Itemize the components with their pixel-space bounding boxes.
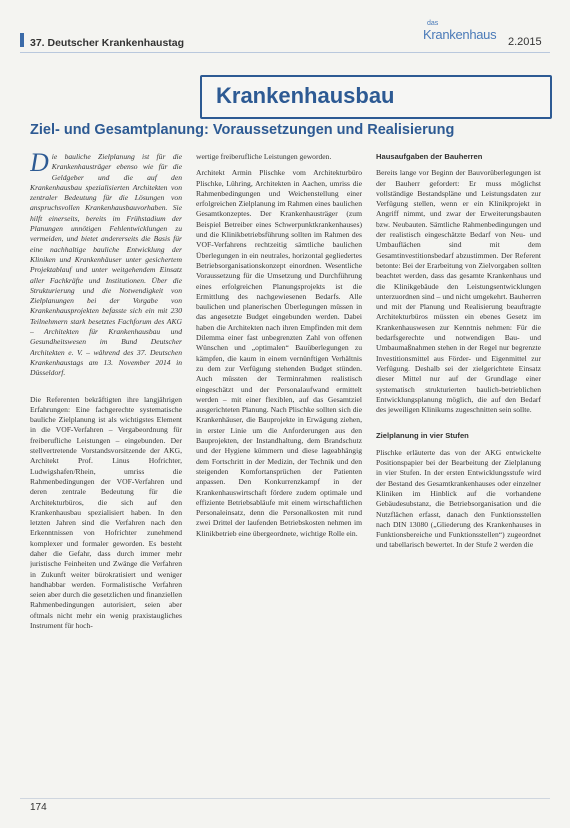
- body-paragraph: Plischke erläuterte das von der AKG entwickelte Positionspapier bei der Bearbeitung der Zielplanung in vier Stufen. In der ersten Entwicklungsstufe wird der Bestand des Gesamtkrankenhauses oder einzelner Kliniken im Hinblick auf die vorhandene Gebäudesubstanz, die Betriebsorganisation und die Nutzflächen erfasst, danach den Funktionsstellen nach DIN 13080 („Gliederung des Krankenhauses in Funktionsbereiche und Funktionsstellen“) zugeordnet und tabellarisch bewertet. In der Stufe 2 werden die: [376, 447, 541, 550]
- running-title: 37. Deutscher Krankenhaustag: [30, 37, 185, 49]
- logo-main-text: Krankenhaus: [423, 27, 497, 42]
- lead-paragraph: [30, 152, 182, 379]
- text-column-1: [30, 152, 182, 802]
- subheading: Zielplanung in vier Stufen: [376, 431, 469, 441]
- magazine-logo: [423, 20, 497, 48]
- section-banner: [200, 75, 552, 119]
- text-column-2: [196, 152, 362, 802]
- article-headline: Ziel- und Gesamtplanung: Voraussetzungen und Realisierung: [30, 122, 455, 138]
- section-title: Krankenhausbau: [216, 83, 395, 108]
- body-paragraph: Die Referenten bekräftigten ihre langjährigen Erfahrungen: Eine fachgerechte systematische bauliche Zielplanung ist als wichtigstes Element in die VOF-Verfahren – Vergabeordnung für freiberufliche Leistungen – eingebunden. Der stellvertretende Vorstandsvorsitzende der AKG, Architekt Prof. Linus Hofrichter, Ludwigshafen/Rhein, umriss die Rahmenbedingungen der VOF-Verfahren und deren zentrale Bedeutung für die Architekturbüros, die sich auf den Krankenhausbau spezialisiert haben. In den letzten Jahren sind die Verfahren nach den Erkenntnissen von Hofrichter zunehmend komplexer und formaler geworden. Es besteht daher die Gefahr, dass durch immer mehr juristische Feinheiten und Zwänge die Verfahren in Zukunft weiter bürokratisiert und weniger handhabbar werden. Formalistische Verfahren seien aber durch die gesetzlichen und finanziellen Rahmenbedingungen autorisiert, seien aber oftmals nicht mehr ein wenig praxistaugliches Instrument für hoch-: [30, 394, 182, 631]
- body-paragraph: Architekt Armin Plischke vom Architekturbüro Plischke, Lühring, Architekten in Aachen, umriss die Rahmenbedingungen und Weichenstellung einer erfolgreichen Zielplanung im Rahmen eines baulichen Gesamtkonzeptes. Der Krankenhausträger (zum Beispiel Betreiber eines Schwerpunktkrankenhauses) und die Klinikbetriebsführung sollten im Rahmen des VOF-Verfahrens rechtzeitig sämtliche baulichen Überlegungen in ein neutrales, horizontal gegliedertes Betriebsorganisationskonzept einordnen. Wesentliche Voraussetzung für die Umsetzung und Durchführung eines erfolgreichen Planungsprojekts ist die Ermittlung des nachgewiesenen Bedarfs. Alle baulichen und planerischen Überlegungen müssen in das angesetzte Budget eingebunden werden. Dabei haben die Architekten nach ihren Empfinden mit dem Dilemma einer fast unbegrenzten Zahl von offenen Wünschen und „optimalen“ Bauüberlegungen zu kämpfen, die kaum in einem vernünftigen Verhältnis zu dem zur Verfügung stehenden Budget stünden. Auch müssten der Terminrahmen realistisch eingeschätzt und der Personalaufwand ermittelt werden – mit einer flexiblen, auf das Gesamtziel ausgerichteten Planung. Nach Plischke sollten sich die Krankenhäuser, die Bauprojekte in Erwägung ziehen, in erster Linie um die Anforderungen aus den Bauprojekten, der Instandhaltung, dem Brandschutz und der Hygiene kümmern und diese lageabhängig dem Fortschritt in der Medizin, der Technik und den steigenden Komfortansprüchen der Patienten anpassen. Den Konkurrenzkampf in der Krankenhauswirtschaft fördere zudem optimale und effiziente Betriebsabläufe mit einem wirtschaftlichen Personaleinsatz, denn die Personalkosten mit rund zwei Drittel der laufenden Betriebskosten nehmen im Klinikbetrieb eine übergeordnete, wichtige Rolle ein.: [196, 168, 362, 538]
- page-header: [0, 0, 570, 56]
- page-number: 174: [30, 802, 47, 813]
- issue-number: 2.2015: [508, 36, 542, 48]
- subheading: Hausaufgaben der Bauherren: [376, 152, 483, 161]
- lead-text: ie bauliche Zielplanung ist für die Krankenhausträger ebenso wie für die Geldgeber und die auf den Krankenhausbau spezialisierten Architekten von zentraler Bedeutung für die Lösungen von anspruchsvollen Krankenhausbauvorhaben. Sie hilft einerseits, bereits im Frühstadium der Planungen unnötigen Fehlentwicklungen zu vermeiden, und bietet andererseits die Basis für eine nachhaltige bauliche Entwicklung der Kliniken und Krankenhäuser unter gesichertem Projektablauf und unter weitgehendem Einsatz aller Fachkräfte und Institutionen. Über die Strukturierung und die Notwendigkeit von Zielplanungen bei der Vorgabe von Krankenhausprojekten befasste sich ein mit 230 Teilnehmern stark besetztes Fachforum des AKG – Architekten für Krankenhausbau und Gesundheitswesen im Bund Deutscher Architekten e. V. – während des 37. Deutschen Krankenhaustags am 13. November 2014 in Düsseldorf.: [30, 152, 182, 378]
- header-rule: [20, 52, 550, 53]
- logo-small-text: das: [427, 20, 439, 27]
- drop-cap: D: [30, 152, 49, 177]
- header-accent-bar: [20, 33, 24, 47]
- text-column-3: [376, 152, 541, 802]
- footer-rule: [20, 798, 550, 799]
- body-paragraph: Bereits lange vor Beginn der Bauvorüberlegungen ist der Bauherr gefordert: Er muss möglichst vollständige Bestandspläne und Leistungsdaten zur Verfügung stellen, wenn er ein Klinikprojekt in Angriff nimmt, und zwar der Erweiterungsbauten bzw. Neubauten. Sämtliche Rahmenbedingungen und der realistisch eingeschätzte Bedarf von Neu- und Umbauflächen sind mit dem Gesamtinvestitionsbedarf abzustimmen. Der Referent betonte: Bei der Erarbeitung von Zielvorgaben sollten beachtet werden, dass das gesamte Krankenhaus und die Klinikgebäude den Leistungsentwicklungen unterzuordnen sind – und nicht umgekehrt. Bauherren und mit der Planung und Realisierung beauftragte Architekturbüros müssten ein ebenes Gesetz im Krankenhauswesen zur Kenntnis nehmen: Für die bedarfsgerechte und notwendigen Bau- und Umbaumaßnahmen stehen in der Regel nur begrenzte Investitionsmittel aus Förder- und Eigenmittel zur Verfügung. Deshalb sei der zielgerichtete Einsatz dieser Mittel nur auf der Grundlage einer systematisch strukturierten baulich-betrieblichen Entwicklungsplanung möglich, die auf den Bedarf des jeweiligen Klinikums zugeschnitten sein sollte.: [376, 168, 541, 415]
- body-paragraph: wertige freiberufliche Leistungen geworden.: [196, 152, 332, 161]
